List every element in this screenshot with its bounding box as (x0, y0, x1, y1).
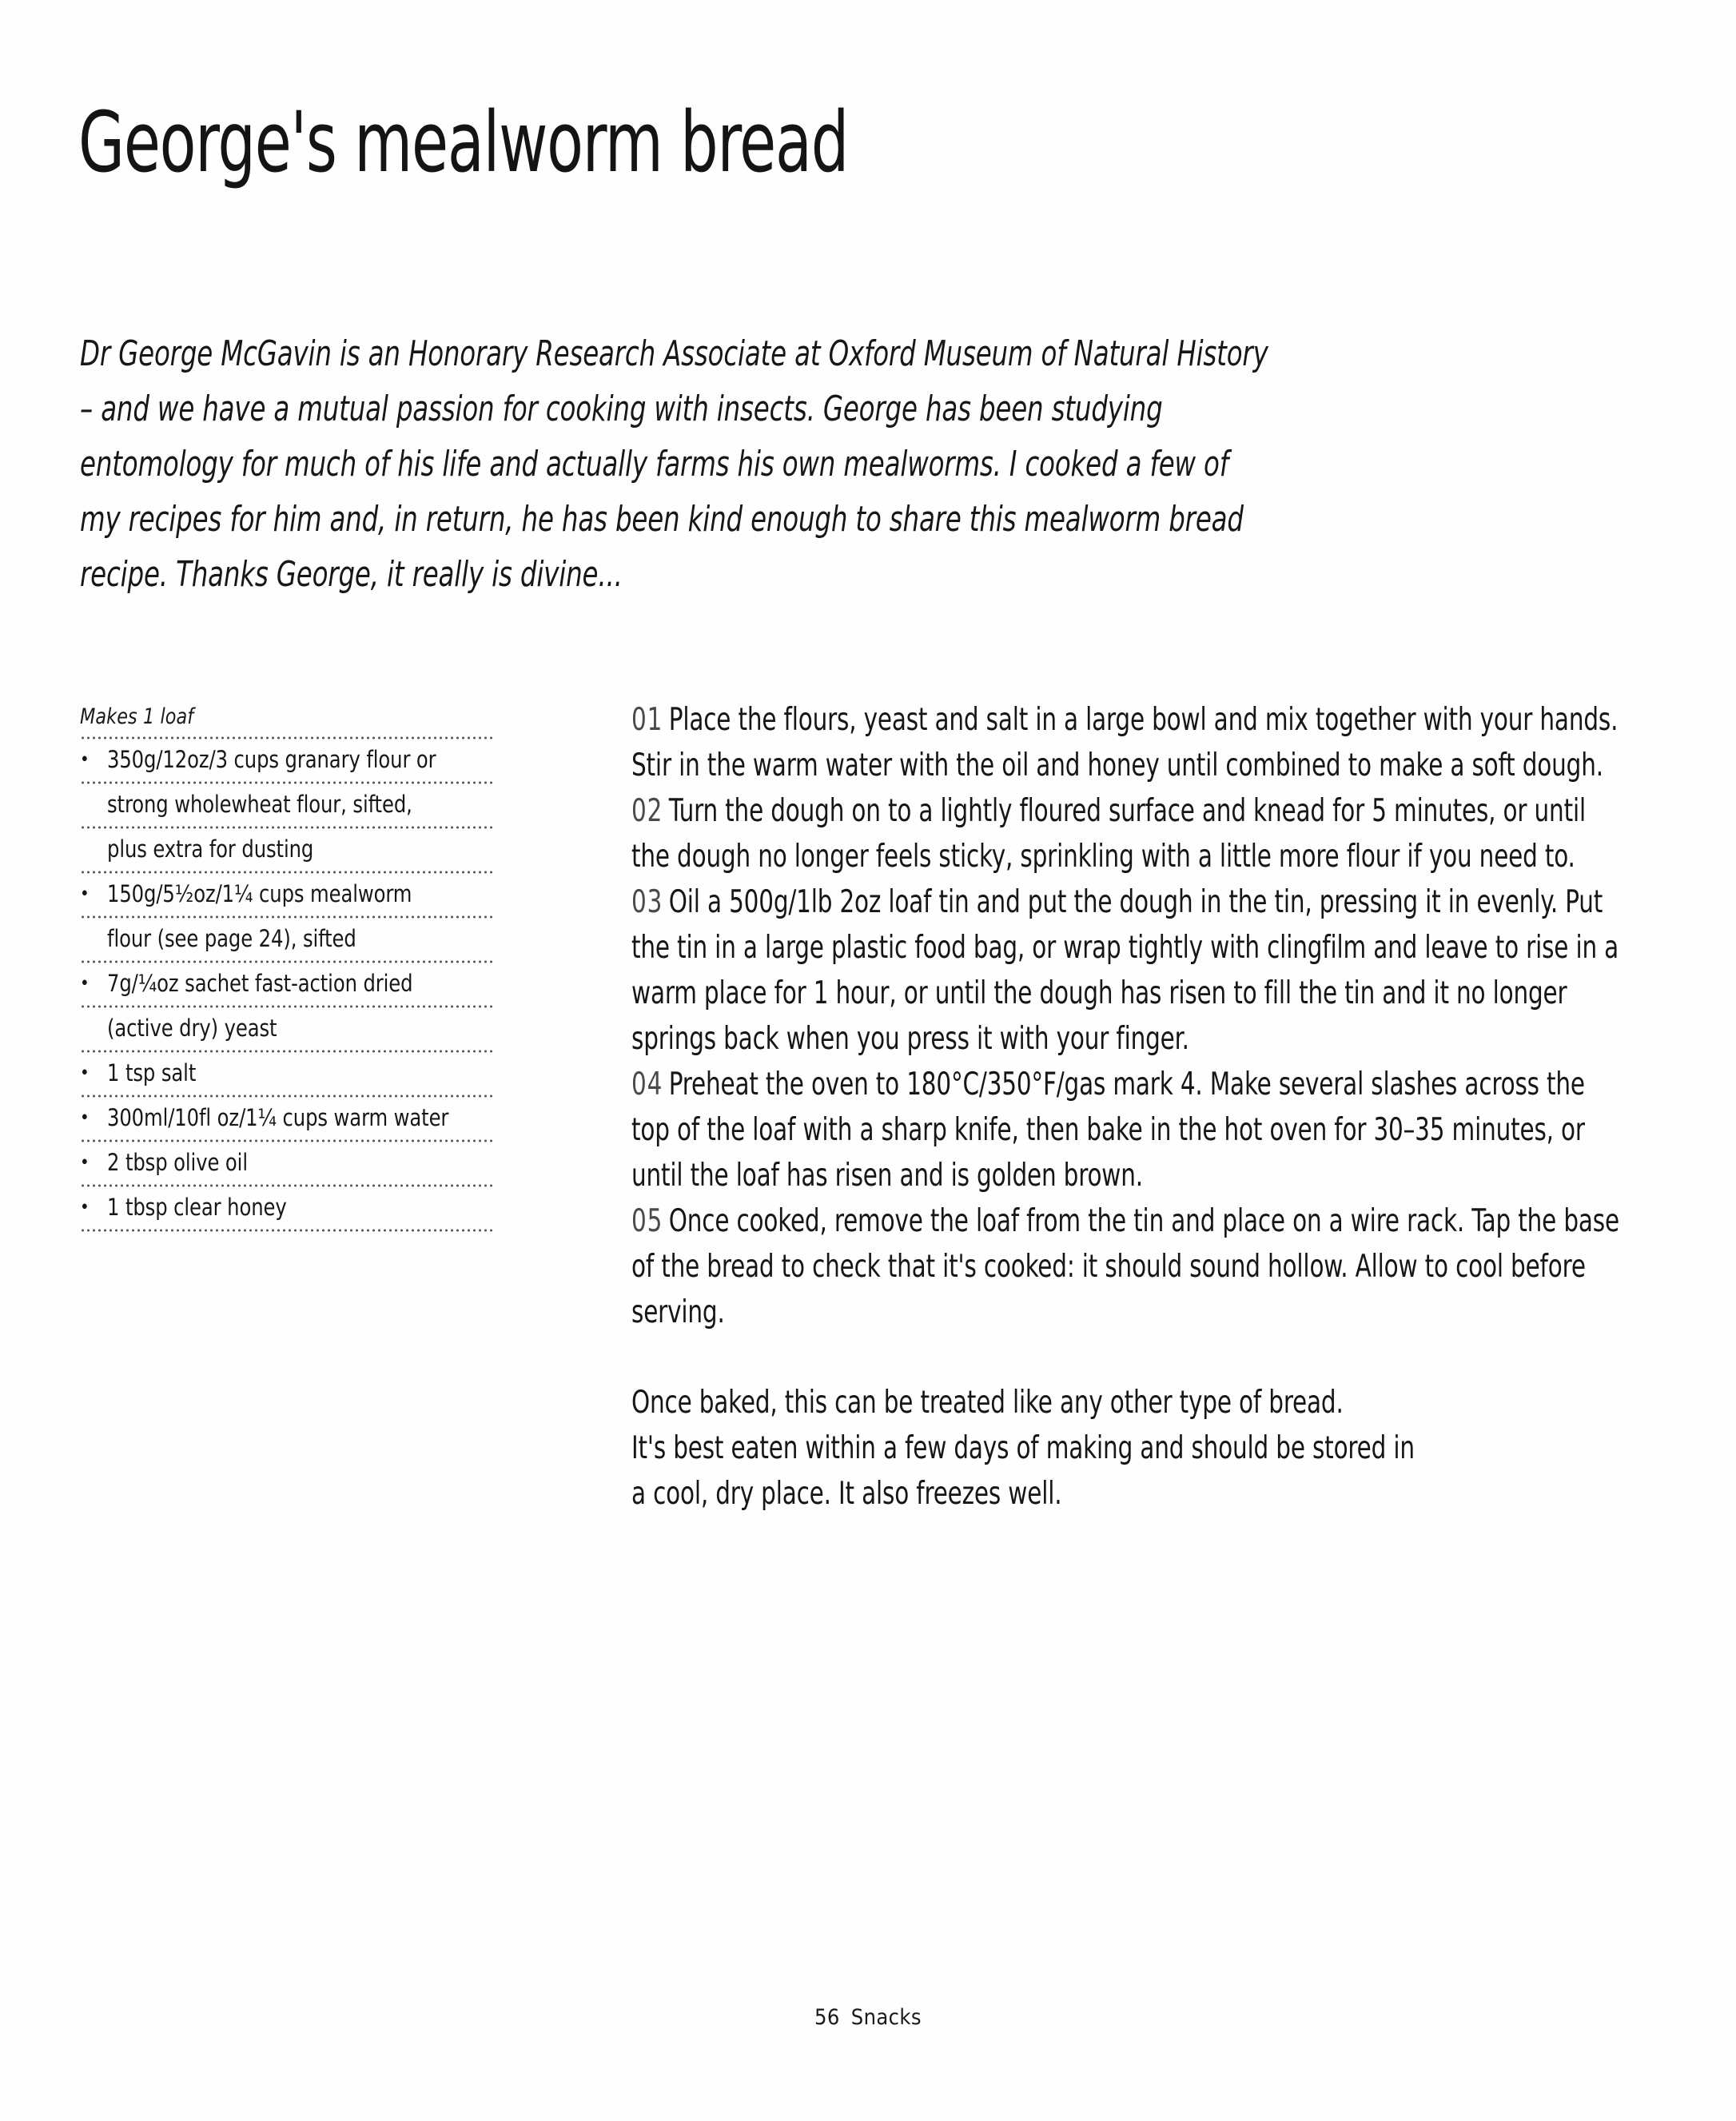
dotted-divider (80, 826, 492, 829)
method-step (631, 788, 1625, 879)
method-step (631, 1198, 1625, 1335)
bullet-icon: • (80, 884, 90, 904)
step-number: 05 (631, 1203, 663, 1239)
ingredient-text: 300ml/10fl oz/1¼ cups warm water (107, 1104, 449, 1131)
ingredient-item (80, 1053, 496, 1094)
step-number: 01 (631, 702, 663, 738)
ingredient-item (80, 919, 496, 960)
ingredient-item (80, 874, 496, 915)
ingredient-item (80, 740, 496, 781)
intro-line: recipe. Thanks George, it really is divine... (80, 554, 623, 595)
method-step (631, 879, 1625, 1062)
dotted-divider (80, 1184, 492, 1187)
ingredient-item (80, 1187, 496, 1229)
intro-line: my recipes for him and, in return, he has been kind enough to share this mealworm bread (80, 499, 1244, 540)
bullet-icon: • (80, 1153, 90, 1173)
method-step (631, 1062, 1625, 1198)
intro-line: – and we have a mutual passion for cooking with insects. George has been studying (80, 389, 1163, 429)
method-step (631, 697, 1625, 788)
dotted-divider (80, 1005, 492, 1008)
page-footer (0, 2005, 1736, 2030)
ingredient-text: 1 tbsp clear honey (107, 1194, 287, 1221)
dotted-divider (80, 1094, 492, 1098)
bullet-icon: • (80, 1063, 90, 1083)
closing-line: It's best eaten within a few days of making and should be stored in (631, 1430, 1415, 1466)
step-text: Turn the dough on to a lightly floured surface and knead for 5 minutes, or until the dough no longer feels sticky, sprinkling with a little more flour if you need to. (631, 793, 1586, 875)
step-number: 02 (631, 793, 663, 829)
page-title: George's mealworm bread (78, 93, 849, 191)
step-number: 04 (631, 1066, 663, 1102)
ingredient-text: 2 tbsp olive oil (107, 1149, 248, 1176)
intro-line: Dr George McGavin is an Honorary Research Associate at Oxford Museum of Natural History (80, 333, 1268, 374)
bullet-icon: • (80, 1108, 90, 1128)
ingredient-text: (active dry) yeast (107, 1015, 277, 1042)
dotted-divider (80, 1139, 492, 1142)
bullet-icon (80, 1015, 107, 1042)
ingredient-item (80, 963, 496, 1005)
bullet-icon (80, 836, 107, 863)
ingredient-text: flour (see page 24), sifted (107, 925, 356, 952)
step-number: 03 (631, 884, 663, 920)
ingredient-text: 7g/¼oz sachet fast-action dried (107, 970, 413, 997)
closing-line: a cool, dry place. It also freezes well. (631, 1476, 1062, 1512)
page-number: 56 (814, 2005, 840, 2030)
closing-line: Once baked, this can be treated like any other type of bread. (631, 1385, 1344, 1421)
step-text: Oil a 500g/1lb 2oz loaf tin and put the dough in the tin, pressing it in evenly. Put the tin in a large plastic food bag, or wrap tightly with clingfilm and leave to rise in a warm place for 1 hour, or until the dough has risen to fill the tin and it no longer springs back when you press it with your finger. (631, 884, 1619, 1057)
ingredient-text: 150g/5½oz/1¼ cups mealworm (107, 880, 412, 907)
ingredient-item (80, 829, 496, 871)
dotted-divider (80, 915, 492, 919)
ingredient-item (80, 784, 496, 826)
step-text: Preheat the oven to 180°C/350°F/gas mark 4. Make several slashes across the top of the loaf with a sharp knife, then bake in the hot oven for 30–35 minutes, or until the loaf has risen and is golden brown. (631, 1066, 1585, 1194)
intro-paragraph (80, 326, 1312, 602)
bullet-icon (80, 791, 107, 818)
dotted-divider (80, 871, 492, 874)
bullet-icon: • (80, 750, 90, 770)
ingredient-text: strong wholewheat flour, sifted, (107, 791, 412, 818)
ingredient-text: plus extra for dusting (107, 835, 314, 863)
bullet-icon: • (80, 974, 90, 994)
dotted-divider (80, 1229, 492, 1232)
step-text: Place the flours, yeast and salt in a large bowl and mix together with your hands. Stir in the warm water with the oil and honey until combined to make a soft dough. (631, 702, 1619, 783)
section-name: Snacks (850, 2005, 922, 2030)
ingredient-item (80, 1142, 496, 1184)
ingredient-item (80, 1098, 496, 1139)
dotted-divider (80, 736, 492, 740)
ingredient-text: 350g/12oz/3 cups granary flour or (107, 746, 436, 773)
bullet-icon: • (80, 1198, 90, 1218)
dotted-divider (80, 781, 492, 784)
ingredient-item (80, 1008, 496, 1050)
step-text: Once cooked, remove the loaf from the tin and place on a wire rack. Tap the base of the bread to check that it's cooked: it should sound hollow. Allow to cool before serving. (631, 1203, 1619, 1330)
dotted-divider (80, 960, 492, 963)
yield-label: Makes 1 loaf (80, 704, 194, 729)
dotted-divider (80, 1050, 492, 1053)
closing-note (631, 1380, 1625, 1517)
ingredients-panel (80, 704, 496, 1232)
intro-line: entomology for much of his life and actually farms his own mealworms. I cooked a few of (80, 444, 1228, 484)
ingredient-text: 1 tsp salt (107, 1059, 197, 1086)
bullet-icon (80, 926, 107, 952)
method-panel (631, 697, 1630, 1517)
